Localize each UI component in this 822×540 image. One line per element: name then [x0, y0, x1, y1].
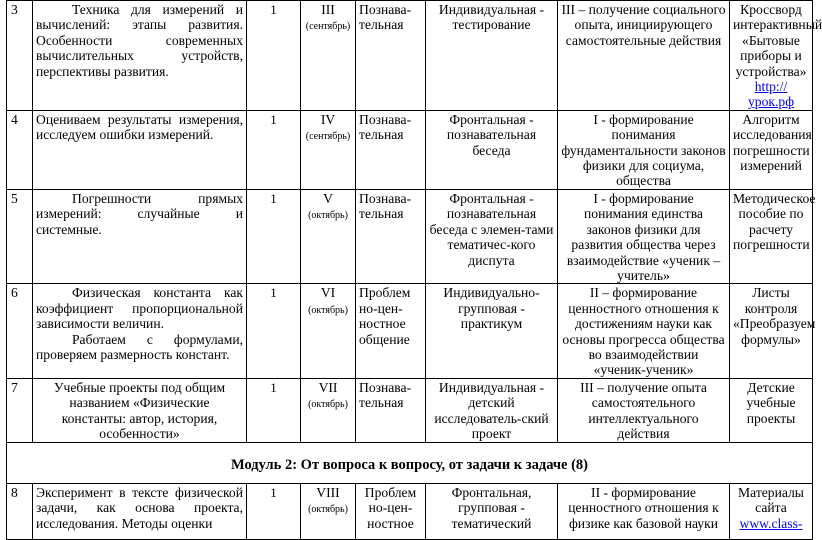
activity-form: Фронтальная - познавательная беседа с элемен-тами тематичес-кого диспута: [426, 189, 558, 283]
row-number: 7: [7, 378, 33, 442]
table-row: [7, 284, 813, 378]
lesson-number-cell: [301, 110, 356, 189]
table-row: [7, 189, 813, 283]
resource-cell: Листы контроля «Преобразуем формулы»: [730, 284, 813, 378]
resource-cell: Детские учебные проекты: [730, 378, 813, 442]
educational-goal: I - формирование понимания фундаментальности законов физики для социума, общества: [558, 110, 730, 189]
lesson-roman: VII: [318, 379, 338, 395]
educational-goal: III – получение социального опыта, инициирующего самостоятельные действия: [558, 1, 730, 111]
lesson-month: (октябрь): [308, 504, 348, 516]
lesson-roman: IV: [320, 111, 336, 127]
resource-link[interactable]: www.class-: [739, 515, 803, 531]
lesson-roman: VIII: [316, 484, 340, 500]
lesson-month: (октябрь): [308, 210, 348, 222]
activity-form: Индивидуальная - тестирование: [426, 1, 558, 111]
lesson-topic-part: Работаем с формулами, проверяем размерность констант.: [36, 331, 243, 362]
activity-type: Проблем но-цен-ностное общение: [356, 284, 426, 378]
row-number: 3: [7, 1, 33, 111]
resource-cell: [730, 1, 822, 111]
activity-type: Познава-тельная: [356, 1, 426, 111]
resource-text: Кроссворд интерактивный «Бытовые приборы и устройства»: [733, 2, 822, 79]
table-row: [7, 378, 813, 442]
resource-cell: Алгоритм исследования погрешности измерений: [730, 110, 813, 189]
lesson-topic: Погрешности прямых измерений: случайные и системные.: [33, 189, 247, 283]
hours-cell: 1: [247, 110, 301, 189]
lesson-number-cell: [301, 284, 356, 378]
educational-goal: II – формирование ценностного отношения к достижениям науки как основы прогресса общества во взаимодействии «ученик-ученик»: [558, 284, 730, 378]
row-number: 5: [7, 189, 33, 283]
activity-form: Индивидуальная - детский исследователь-ский проект: [426, 378, 558, 442]
table-row: [7, 1, 813, 111]
lesson-topic: Учебные проекты под общим названием «Физические константы: автор, история, особенности»: [33, 378, 247, 442]
activity-type: Познава-тельная: [356, 110, 426, 189]
lesson-topic: Оцениваем результаты измерения, исследуем ошибки измерений.: [33, 110, 247, 189]
activity-type: Познава-тельная: [356, 378, 426, 442]
row-number: 4: [7, 110, 33, 189]
row-number: 6: [7, 284, 33, 378]
educational-goal: II - формирование ценностного отношения к физике как базовой науки: [558, 483, 730, 539]
row-number: 8: [7, 483, 33, 539]
activity-form: Фронтальная, групповая - тематический: [426, 483, 558, 539]
lesson-roman: VI: [320, 285, 336, 301]
lesson-number-cell: [301, 483, 356, 539]
educational-goal: I - формирование понимания единства законов физики для развития общества через взаимодействие «ученик – учитель»: [558, 189, 730, 283]
activity-form: Индивидуально-групповая - практикум: [426, 284, 558, 378]
lesson-number-cell: [301, 1, 356, 111]
lesson-month: (сентябрь): [305, 131, 351, 143]
activity-type: Проблем но-цен-ностное: [356, 483, 426, 539]
lesson-roman: III: [321, 2, 335, 17]
module-heading-row: [7, 442, 813, 483]
resource-text: Материалы сайта: [738, 484, 804, 516]
lesson-month: (октябрь): [308, 304, 348, 316]
lesson-month: (сентябрь): [305, 21, 351, 33]
lesson-plan-page: [6, 0, 822, 540]
module-title: Модуль 2: От вопроса к вопросу, от задачи к задаче (8): [7, 442, 813, 483]
activity-type: Познава-тельная: [356, 189, 426, 283]
activity-form: Фронтальная - познавательная беседа: [426, 110, 558, 189]
lesson-topic: Эксперимент в тексте физической задачи, как основа проекта, исследования. Методы оценки: [33, 483, 247, 539]
lesson-roman: V: [323, 190, 333, 206]
resource-cell: [730, 483, 813, 539]
resource-link[interactable]: http://урок.рф: [748, 79, 794, 110]
lesson-number-cell: [301, 378, 356, 442]
hours-cell: 1: [247, 483, 301, 539]
resource-cell: Методическое пособие по расчету погрешности: [730, 189, 813, 283]
hours-cell: 1: [247, 1, 301, 111]
hours-cell: 1: [247, 378, 301, 442]
hours-cell: 1: [247, 189, 301, 283]
lesson-month: (октябрь): [308, 399, 348, 411]
table-row: [7, 483, 813, 539]
educational-goal: III – получение опыта самостоятельного интеллектуального действия: [558, 378, 730, 442]
lesson-topic: Техника для измерений и вычислений: этапы развития. Особенности современных вычислительных устройств, перспективы развития.: [33, 1, 247, 111]
lesson-number-cell: [301, 189, 356, 283]
lesson-plan-table: [6, 0, 822, 540]
hours-cell: 1: [247, 284, 301, 378]
lesson-topic: [33, 284, 247, 378]
lesson-topic-part: Физическая константа как коэффициент пропорциональной зависимости величин.: [36, 285, 243, 332]
table-row: [7, 110, 813, 189]
